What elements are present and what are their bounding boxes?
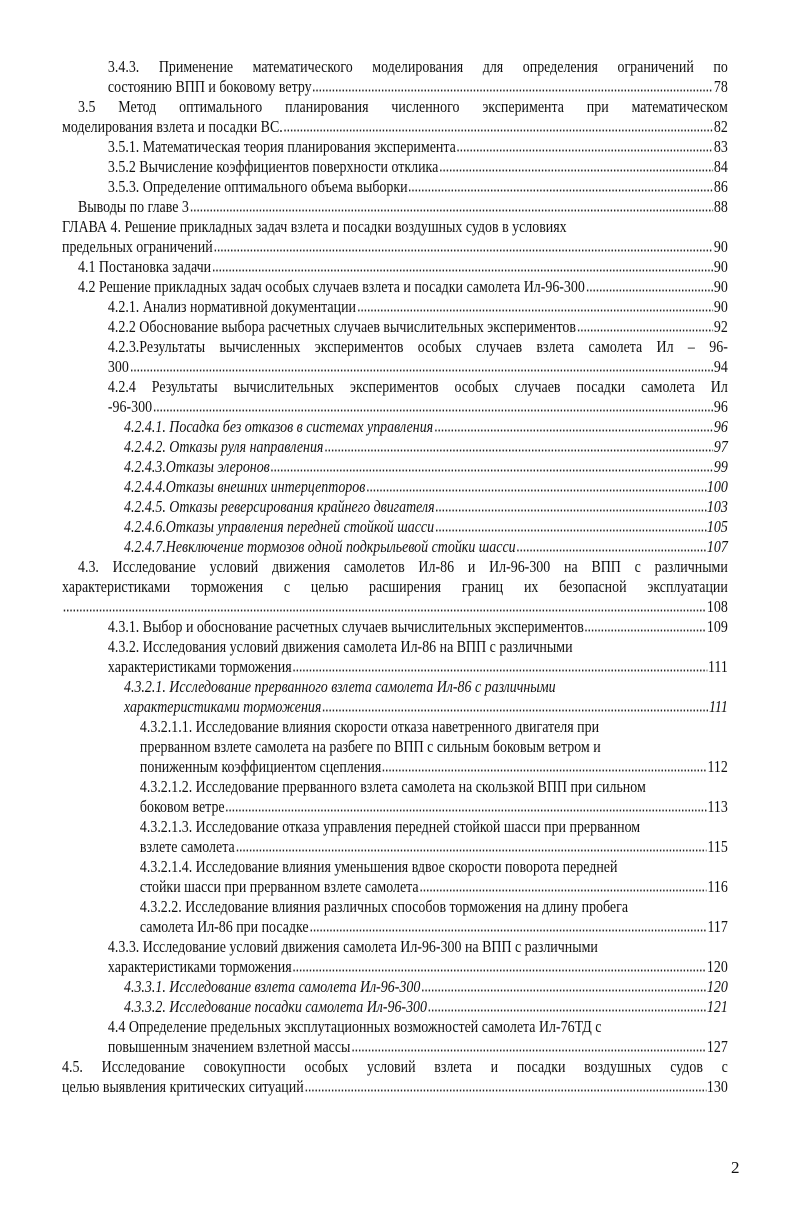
dot-leader	[190, 209, 713, 212]
toc-entry[interactable]	[62, 937, 728, 977]
toc-page-number: 103	[706, 497, 728, 516]
toc-entry[interactable]	[62, 317, 728, 337]
toc-entry-title: боковом ветре	[139, 797, 225, 816]
toc-line	[62, 157, 728, 177]
toc-line	[62, 697, 728, 717]
toc-page-number: 90	[713, 237, 728, 256]
toc-page-number: 113	[707, 797, 728, 816]
toc-entry-title: повышенным значением взлетной массы	[107, 1037, 351, 1056]
dot-leader	[225, 809, 706, 812]
toc-entry[interactable]	[62, 977, 728, 997]
toc-entry-title: 4.2.4.5. Отказы реверсирования крайнего двигателя	[123, 497, 435, 516]
toc-entry-title: 4.2 Решение прикладных задач особых случаев взлета и посадки самолета Ил-96-300	[77, 277, 585, 296]
toc-entry-title: 3.4.3. Применение математического моделирования для определения ограничений по	[107, 57, 728, 76]
toc-line	[62, 317, 728, 337]
toc-page-number: 130	[706, 1077, 728, 1096]
toc-line	[62, 337, 728, 357]
dot-leader	[382, 769, 707, 772]
toc-line	[62, 797, 728, 817]
toc-entry[interactable]	[62, 817, 728, 857]
dot-leader	[435, 509, 706, 512]
toc-line	[62, 597, 728, 617]
toc-entry[interactable]	[62, 1017, 728, 1057]
toc-page-number: 86	[713, 177, 728, 196]
toc-line	[62, 957, 728, 977]
toc-line	[62, 877, 728, 897]
toc-entry-title: 4.2.4.3.Отказы элеронов	[123, 457, 270, 476]
toc-page-number: 90	[713, 277, 728, 296]
toc-page-number: 117	[707, 917, 728, 936]
toc-entry-title: 4.2.2 Обоснование выбора расчетных случаев вычислительных экспериментов	[107, 317, 576, 336]
toc-entry-title: 4.4 Определение предельных эксплутационных возможностей самолета Ил-76ТД с	[107, 1017, 602, 1036]
toc-entry[interactable]	[62, 777, 728, 817]
toc-line	[62, 417, 728, 437]
toc-entry-title: прерванном взлете самолета на разбеге по ВПП с сильным боковым ветром и	[139, 737, 601, 756]
dot-leader	[428, 1009, 706, 1012]
toc-entry[interactable]	[62, 617, 728, 637]
toc-entry[interactable]	[62, 857, 728, 897]
toc-line	[62, 357, 728, 377]
toc-page-number: 94	[713, 357, 728, 376]
toc-entry[interactable]	[62, 157, 728, 177]
dot-leader	[408, 189, 713, 192]
toc-entry-title: характеристиками торможения с целью расширения границ их безопасной эксплуатации	[62, 577, 728, 596]
dot-leader	[153, 409, 713, 412]
toc-page-number: 90	[713, 257, 728, 276]
toc-entry-title: характеристиками торможения	[107, 657, 292, 676]
toc-entry[interactable]	[62, 677, 728, 717]
toc-line	[62, 917, 728, 937]
toc-page-number: 120	[706, 957, 728, 976]
toc-line	[62, 837, 728, 857]
toc-page-number: 82	[713, 117, 728, 136]
table-of-contents	[62, 57, 728, 1097]
toc-line	[62, 397, 728, 417]
toc-entry-title: 3.5 Метод оптимального планирования численного эксперимента при математическом	[77, 97, 728, 116]
toc-entry[interactable]	[62, 1057, 728, 1097]
toc-page-number: 116	[707, 877, 728, 896]
toc-line	[62, 197, 728, 217]
toc-page-number: 111	[707, 657, 728, 676]
toc-entry-title: 4.3.2.1.1. Исследование влияния скорости отказа наветренного двигателя при	[139, 717, 600, 736]
toc-entry-title: 4.3.2.1.2. Исследование прерванного взлета самолета на скользкой ВПП при сильном	[139, 777, 646, 796]
toc-page-number: 78	[713, 77, 728, 96]
dot-leader	[577, 329, 713, 332]
toc-entry[interactable]	[62, 457, 728, 477]
toc-line	[62, 757, 728, 777]
dot-leader	[421, 989, 706, 992]
dot-leader	[312, 89, 713, 92]
dot-leader	[235, 849, 706, 852]
toc-page-number: 99	[713, 457, 728, 476]
toc-page-number: 97	[713, 437, 728, 456]
toc-entry-title: 4.3. Исследование условий движения самолетов Ил-86 и Ил-96-300 на ВПП с различными	[77, 557, 728, 576]
dot-leader	[585, 629, 707, 632]
toc-entry-title: 300	[107, 357, 129, 376]
toc-page-number: 96	[713, 417, 728, 436]
toc-entry-title: 4.2.4.7.Невключение тормозов одной подкрыльевой стойки шасси	[123, 537, 516, 556]
toc-entry-title: самолета Ил-86 при посадке	[139, 917, 309, 936]
toc-line	[62, 377, 728, 397]
toc-entry-title: 4.5. Исследование совокупности особых условий взлета и посадки воздушных судов с	[62, 1057, 728, 1076]
toc-line	[62, 777, 728, 797]
toc-line	[62, 137, 728, 157]
toc-line	[62, 657, 728, 677]
dot-leader	[434, 429, 713, 432]
toc-entry[interactable]	[62, 257, 728, 277]
dot-leader	[439, 169, 713, 172]
toc-line	[62, 577, 728, 597]
toc-entry-title: 4.3.2.1.3. Исследование отказа управления передней стойкой шасси при прерванном	[139, 817, 641, 836]
dot-leader	[63, 609, 706, 612]
toc-page-number: 105	[706, 517, 728, 536]
toc-line	[62, 57, 728, 77]
toc-line	[62, 497, 728, 517]
toc-entry-title: 4.1 Постановка задачи	[77, 257, 212, 276]
toc-line	[62, 1057, 728, 1077]
toc-line	[62, 177, 728, 197]
toc-line	[62, 237, 728, 257]
dot-leader	[516, 549, 706, 552]
toc-line	[62, 217, 728, 237]
toc-entry-title: пониженным коэффициентом сцепления	[139, 757, 382, 776]
dot-leader	[357, 309, 713, 312]
dot-leader	[351, 1049, 706, 1052]
toc-line	[62, 257, 728, 277]
toc-entry-title: 4.3.3. Исследование условий движения самолета Ил-96-300 на ВПП с различными	[107, 937, 598, 956]
toc-line	[62, 617, 728, 637]
toc-entry[interactable]	[62, 497, 728, 517]
dot-leader	[271, 469, 714, 472]
toc-line	[62, 717, 728, 737]
toc-entry-title: 3.5.1. Математическая теория планирования эксперимента	[107, 137, 456, 156]
toc-entry-title: 4.3.1. Выбор и обоснование расчетных случаев вычислительных экспериментов	[107, 617, 584, 636]
toc-entry-title: 4.3.2.1.4. Исследование влияния уменьшения вдвое скорости поворота передней	[139, 857, 618, 876]
dot-leader	[366, 489, 706, 492]
toc-line	[62, 77, 728, 97]
toc-entry-title: моделирования взлета и посадки ВС.	[62, 117, 283, 136]
toc-entry-title: 4.2.4 Результаты вычислительных экспериментов особых случаев посадки самолета Ил	[107, 377, 728, 396]
toc-entry-title: характеристиками торможения	[107, 957, 292, 976]
toc-line	[62, 557, 728, 577]
toc-line	[62, 477, 728, 497]
toc-page-number: 90	[713, 297, 728, 316]
toc-entry-title: 4.2.4.6.Отказы управления передней стойкой шасси	[123, 517, 435, 536]
toc-page-number: 88	[713, 197, 728, 216]
toc-page-number: 121	[706, 997, 728, 1016]
toc-line	[62, 1037, 728, 1057]
toc-entry-title: 4.3.2.1. Исследование прерванного взлета самолета Ил-86 с различными	[123, 677, 556, 696]
toc-entry[interactable]	[62, 337, 728, 377]
toc-line	[62, 297, 728, 317]
dot-leader	[212, 269, 713, 272]
toc-entry-title: ГЛАВА 4. Решение прикладных задач взлета и посадки воздушных судов в условиях	[62, 217, 567, 236]
dot-leader	[457, 149, 713, 152]
toc-entry[interactable]	[62, 297, 728, 317]
toc-line	[62, 117, 728, 137]
toc-entry-title: 3.5.2 Вычисление коэффициентов поверхности отклика	[107, 157, 439, 176]
toc-line	[62, 997, 728, 1017]
toc-entry[interactable]	[62, 557, 728, 617]
toc-entry-title: 4.2.4.2. Отказы руля направления	[123, 437, 324, 456]
toc-entry-title: состоянию ВПП и боковому ветру	[107, 77, 312, 96]
dot-leader	[324, 449, 713, 452]
toc-page-number: 83	[713, 137, 728, 156]
toc-entry-title: 4.2.4.1. Посадка без отказов в системах управления	[123, 417, 434, 436]
dot-leader	[586, 289, 713, 292]
toc-entry-title: предельных ограничений	[62, 237, 213, 256]
toc-line	[62, 437, 728, 457]
toc-entry[interactable]	[62, 377, 728, 417]
toc-page-number: 111	[708, 697, 728, 716]
toc-entry[interactable]	[62, 417, 728, 437]
dot-leader	[292, 969, 706, 972]
dot-leader	[284, 129, 714, 132]
toc-line	[62, 897, 728, 917]
toc-page-number: 120	[706, 977, 728, 996]
toc-entry-title: стойки шасси при прерванном взлете самолета	[139, 877, 419, 896]
toc-line	[62, 1077, 728, 1097]
dot-leader	[292, 669, 707, 672]
toc-entry[interactable]	[62, 717, 728, 777]
dot-leader	[322, 709, 708, 712]
toc-page-number: 100	[706, 477, 728, 496]
toc-entry-title: 4.3.2.2. Исследование влияния различных способов торможения на длину пробега	[139, 897, 629, 916]
toc-line	[62, 1017, 728, 1037]
toc-entry[interactable]	[62, 197, 728, 217]
toc-entry[interactable]	[62, 437, 728, 457]
toc-entry[interactable]	[62, 897, 728, 937]
toc-page-number: 96	[713, 397, 728, 416]
toc-line	[62, 517, 728, 537]
toc-line	[62, 937, 728, 957]
toc-entry[interactable]	[62, 217, 728, 257]
toc-entry-title: 4.2.1. Анализ нормативной документации	[107, 297, 356, 316]
toc-page-number: 108	[706, 597, 728, 616]
toc-line	[62, 277, 728, 297]
toc-entry-title: Выводы по главе 3	[77, 197, 189, 216]
toc-entry-title: 4.3.3.1. Исследование взлета самолета Ил-96-300	[123, 977, 421, 996]
dot-leader	[309, 929, 706, 932]
toc-line	[62, 637, 728, 657]
toc-line	[62, 677, 728, 697]
toc-entry[interactable]	[62, 277, 728, 297]
toc-entry[interactable]	[62, 637, 728, 677]
toc-line	[62, 97, 728, 117]
toc-entry-title: целью выявления критических ситуаций	[62, 1077, 304, 1096]
toc-line	[62, 977, 728, 997]
toc-line	[62, 817, 728, 837]
toc-entry-title: 3.5.3. Определение оптимального объема выборки	[107, 177, 408, 196]
toc-entry[interactable]	[62, 997, 728, 1017]
toc-page-number: 115	[707, 837, 728, 856]
toc-page-number: 84	[713, 157, 728, 176]
toc-entry[interactable]	[62, 537, 728, 557]
toc-entry-title: 4.3.3.2. Исследование посадки самолета Ил-96-300	[123, 997, 427, 1016]
dot-leader	[213, 249, 713, 252]
toc-entry-title: -96-300	[107, 397, 153, 416]
toc-entry-title: 4.2.3.Результаты вычисленных экспериментов особых случаев взлета самолета Ил – 96-	[107, 337, 728, 356]
toc-page-number: 92	[713, 317, 728, 336]
toc-entry[interactable]	[62, 137, 728, 157]
dot-leader	[419, 889, 706, 892]
toc-entry[interactable]	[62, 517, 728, 537]
toc-entry-title: 4.2.4.4.Отказы внешних интерцепторов	[123, 477, 366, 496]
page-number: 2	[731, 1158, 740, 1177]
toc-page-number: 127	[706, 1037, 728, 1056]
dot-leader	[130, 369, 713, 372]
toc-page-number: 112	[707, 757, 728, 776]
dot-leader	[304, 1089, 706, 1092]
toc-line	[62, 457, 728, 477]
toc-entry[interactable]	[62, 57, 728, 97]
toc-line	[62, 737, 728, 757]
toc-entry-title: взлете самолета	[139, 837, 235, 856]
toc-page-number: 107	[706, 537, 728, 556]
toc-page-number: 109	[706, 617, 728, 636]
toc-entry[interactable]	[62, 477, 728, 497]
dot-leader	[435, 529, 706, 532]
toc-line	[62, 537, 728, 557]
toc-entry-title: 4.3.2. Исследования условий движения самолета Ил-86 на ВПП с различными	[107, 637, 573, 656]
toc-entry[interactable]	[62, 177, 728, 197]
toc-entry[interactable]	[62, 97, 728, 137]
toc-line	[62, 857, 728, 877]
toc-entry-title: характеристиками торможения	[123, 697, 322, 716]
